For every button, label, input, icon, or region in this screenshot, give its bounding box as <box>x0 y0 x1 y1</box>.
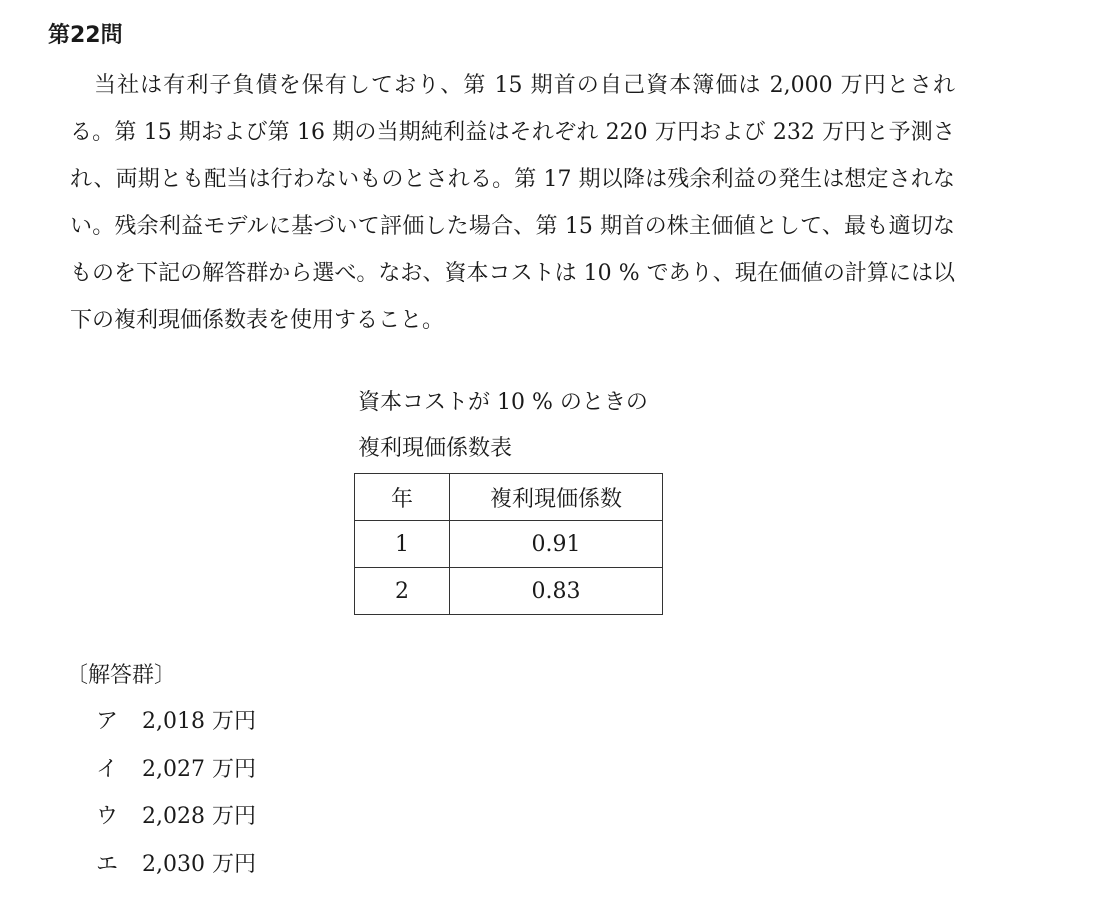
table-caption <box>358 380 648 472</box>
answer-text: 2,028 万円 <box>142 804 256 829</box>
answers-header: 〔解答群〕 <box>66 663 177 688</box>
answer-option-a[interactable] <box>96 700 256 748</box>
cell-year: 2 <box>355 568 450 615</box>
question-text: 当社は有利子負債を保有しており、第 15 期首の自己資本簿価は 2,000 万円とされる。第 15 期および第 16 期の当期純利益はそれぞれ 220 万円および 232 万円と予測され、両期とも配当は行わないものとされる。第 17 期以降は残余利益の発生は想定されない。残余利益モデルに基づいて評価した場合、第 15 期首の株主価値として、最も適切なものを下記の解答群から選べ。なお、資本コストは 10 % であり、現在価値の計算には以下の複利現価係数表を使用すること。 <box>70 73 955 333</box>
answer-text: 2,027 万円 <box>142 756 256 782</box>
header-factor: 複利現価係数 <box>450 474 663 521</box>
table-caption-line-1: 資本コストが 10 % のときの <box>358 390 648 415</box>
present-value-factor-table <box>354 473 663 615</box>
answer-mark: イ <box>96 756 119 782</box>
question-title: 第22問 <box>48 23 123 48</box>
answer-option-i[interactable] <box>96 748 256 796</box>
table-caption-line-2: 複利現価係数表 <box>358 436 513 461</box>
answer-list <box>96 700 256 890</box>
table-row <box>355 568 663 615</box>
answer-text: 2,018 万円 <box>142 709 256 734</box>
table-row <box>355 521 663 568</box>
cell-factor: 0.83 <box>450 568 663 615</box>
answer-mark: エ <box>96 851 119 877</box>
answer-text: 2,030 万円 <box>142 851 256 877</box>
cell-year: 1 <box>355 521 450 568</box>
cell-factor: 0.91 <box>450 521 663 568</box>
header-year: 年 <box>355 474 450 521</box>
answer-option-u[interactable] <box>96 795 256 843</box>
answer-mark: ア <box>96 709 119 734</box>
answer-mark: ウ <box>96 804 119 829</box>
table-header-row <box>355 474 663 521</box>
answer-option-e[interactable] <box>96 843 256 891</box>
